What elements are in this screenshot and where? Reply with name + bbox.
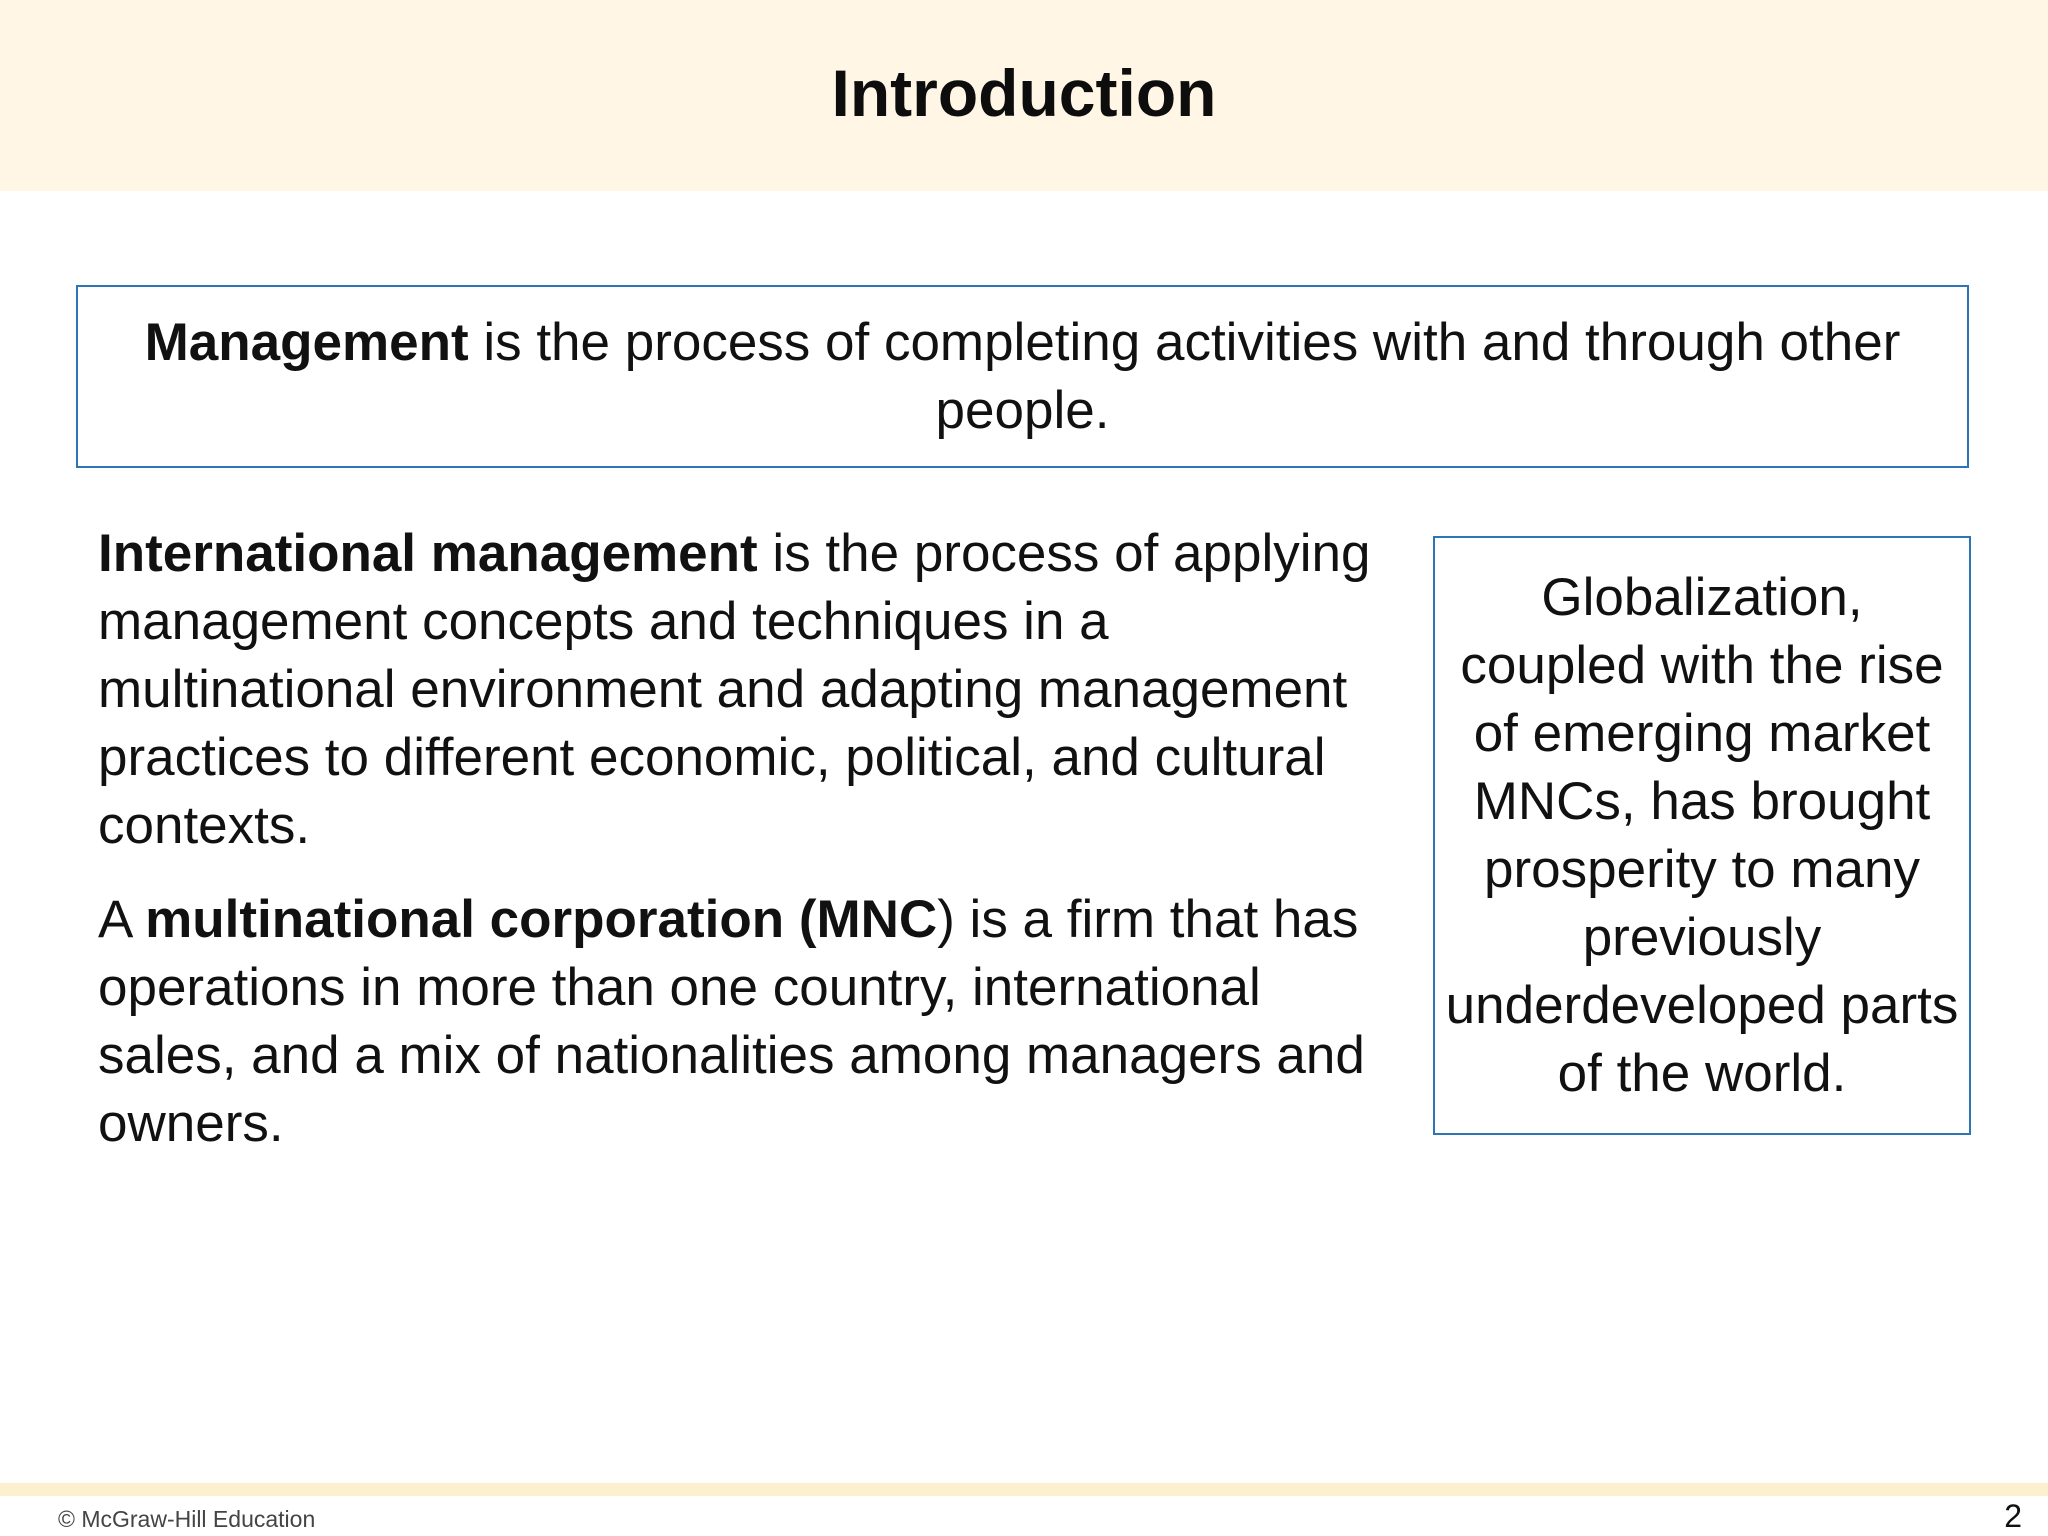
international-management-paragraph <box>98 520 1388 860</box>
management-definition-box <box>76 285 1969 468</box>
mnc-prefix: A <box>98 890 146 949</box>
mnc-text: ) is a firm that has operations in more than one country, international sales, and a mix of nationalities among managers and owners. <box>98 890 1365 1153</box>
page-number: 2 <box>2004 1498 2022 1534</box>
management-definition <box>118 309 1927 445</box>
slide-title: Introduction <box>831 56 1217 130</box>
management-definition-text: is the process of completing activities with and through other people. <box>468 312 1901 440</box>
definitions-body <box>98 520 1388 1158</box>
international-management-term: International management <box>98 524 758 583</box>
footer-copyright: © McGraw-Hill Education <box>58 1506 316 1532</box>
globalization-box <box>1433 536 1971 1135</box>
globalization-note: Globalization, coupled with the rise of emerging market MNCs, has brought prosperity to many previously underdeveloped parts of the world. <box>1445 567 1959 1103</box>
management-term: Management <box>144 312 469 372</box>
mnc-paragraph <box>98 886 1388 1158</box>
footer-band <box>0 1483 2048 1496</box>
international-management-text: is the process of applying management concepts and techniques in a multinational environment and adapting management practices to different economic, political, and cultural contexts. <box>98 524 1371 855</box>
mnc-term: multinational corporation (MNC <box>145 890 938 949</box>
